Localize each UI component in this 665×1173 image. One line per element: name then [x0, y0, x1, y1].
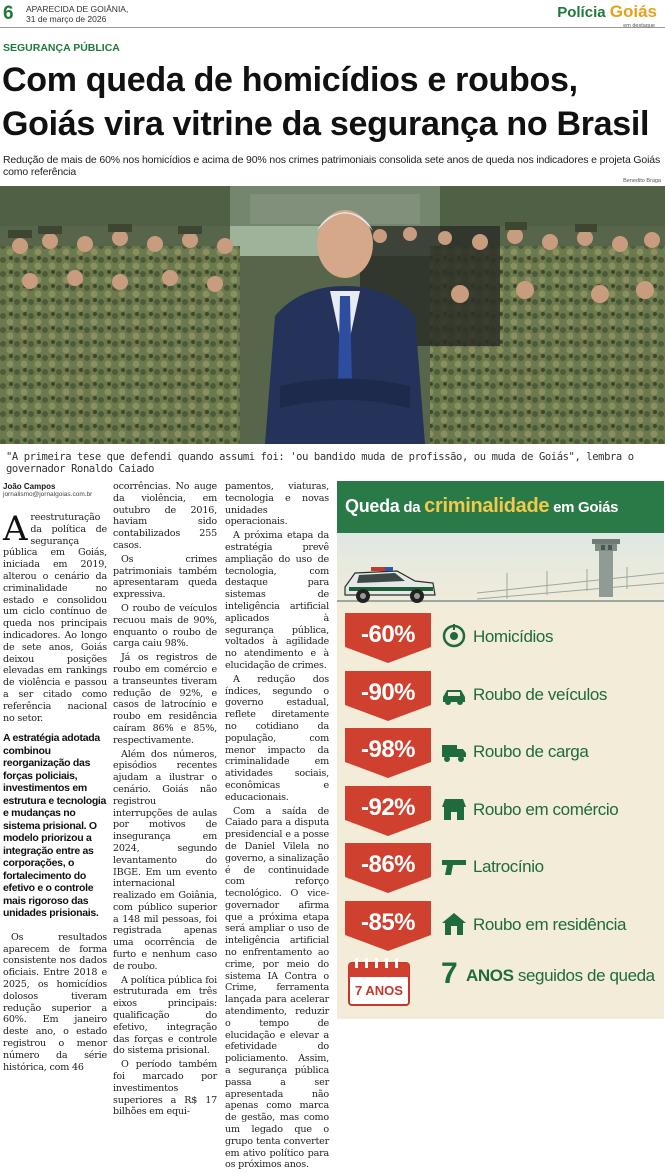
stat-row — [345, 671, 657, 727]
calendar-icon — [347, 957, 411, 1007]
paragraph: O roubo de veículos recuou mais de 90%, enquanto o roubo de carga caiu 98%. — [113, 602, 217, 650]
seven-years-label: ANOS seguidos de queda — [466, 966, 655, 985]
stat-row — [345, 613, 657, 669]
store-icon — [441, 796, 467, 822]
article-column-2 — [113, 481, 217, 1120]
publication-date: 31 de março de 2026 — [26, 14, 107, 24]
brand-word-goias: Goiás — [609, 2, 657, 21]
lead-paragraph: Areestruturação da política de segurança pública em Goiás, iniciada em 2019, alterou o cenário da criminalidade no estado e consolidou um ciclo contínuo de queda nos principais indicadores. Ao longo de sete anos, Goiás deixou posições elevadas em rankings de violência e passou a ser citado como referência nacional no setor. — [3, 509, 107, 724]
crime-label: Latrocínio — [473, 857, 544, 876]
percent-badge — [345, 671, 431, 715]
percent-badge — [345, 843, 431, 887]
stat-row — [345, 843, 657, 899]
crime-label: Roubo em residência — [473, 914, 627, 934]
stat-row — [345, 901, 657, 957]
percent-value: -98% — [360, 736, 416, 763]
calendar-label: 7 ANOS — [355, 983, 403, 998]
paragraph: pamentos, viaturas, tecnologia e novas unidades operacionais. — [225, 481, 329, 528]
seven-years-banner — [345, 951, 657, 1011]
paragraph: A próxima etapa da estratégia prevê ampliação do uso de tecnologia, com destaque para sistemas de inteligência artificial aplicados à segurança pública, voltados à agilidade no atendimento e à elucidação de crimes. — [225, 530, 329, 671]
target-icon — [441, 623, 467, 649]
car-icon — [441, 681, 467, 707]
brand-word-policia: Polícia — [557, 4, 610, 21]
percent-badge — [345, 728, 431, 772]
paragraph: Já os registros de roubo em comércio e a transeuntes tiveram redução de 92%, e casos de latrocínio e roubo em residência caíram 86% e 85%, respectivamente. — [113, 652, 217, 746]
subheadline: Redução de mais de 60% nos homicídios e acima de 90% nos crimes patrimoniais consolida sete anos de queda nos indicadores e projeta Goiás como referência — [3, 154, 661, 178]
percent-badge — [345, 901, 431, 945]
author-email[interactable]: jornalismo@jornalgoias.com.br — [3, 491, 93, 498]
percent-badge — [345, 786, 431, 830]
paragraph: ocorrências. No auge da violência, em outubro de 2016, haviam sido contabilizados 255 casos. — [113, 481, 217, 551]
article-column-1 — [3, 509, 107, 1075]
section-label: SEGURANÇA PÚBLICA — [3, 42, 120, 54]
headline — [2, 58, 664, 146]
seven-number: 7 — [441, 957, 458, 990]
stat-row — [345, 728, 657, 784]
crime-label: Roubo em comércio — [473, 799, 619, 819]
stat-row — [345, 786, 657, 842]
infographic-title: Queda da criminalidade em Goiás — [337, 481, 664, 533]
percent-value: -92% — [360, 793, 416, 821]
page-number: 6 — [3, 3, 14, 24]
dropcap: A — [3, 509, 28, 549]
percent-value: -86% — [360, 851, 416, 878]
percent-value: -60% — [360, 621, 416, 648]
truck-icon — [441, 738, 467, 764]
photo-credit: Benedito Braga — [623, 178, 661, 184]
percent-badge — [345, 613, 431, 657]
paragraph: O período também foi marcado por investimentos superiores a R$ 17 bilhões em equi- — [113, 1059, 217, 1118]
crime-label: Roubo de veículos — [473, 684, 608, 704]
percent-value: -90% — [360, 678, 416, 706]
page-header — [0, 0, 665, 28]
paragraph: A política pública foi estruturada em três eixos principais: qualificação do efetivo, integração das forças e controle do sistema prisional. — [113, 974, 217, 1057]
main-photo — [0, 186, 665, 444]
photo-caption: "A primeira tese que defendi quando assumi foi: 'ou bandido muda de profissão, ou muda de Goiás", lembra o governador Ronaldo Caiado — [6, 451, 634, 475]
photo-illustration — [0, 186, 665, 444]
crime-label: Roubo de carga — [473, 742, 589, 761]
brand-logo — [557, 2, 657, 29]
crime-infographic — [337, 481, 664, 1019]
paragraph: Além dos números, episódios recentes ajudam a ilustrar o cenário. Goiás não registrou interrupções de aulas por motivos de insegurança em 2024, segundo levantamento do IBGE. Em um evento internacional realizado em Goiânia, com público superior a 148 mil pessoas, foi registrada apenas uma ocorrência de furto e nenhum caso de roubo. — [113, 748, 217, 972]
paragraph: Os resultados aparecem de forma consistente nos dados oficiais. Entre 2018 e 2025, os homicídios dolosos tiveram redução superior a 60%. Em janeiro deste ano, o estado registrou o menor número da série histórica, com 46 — [3, 931, 107, 1073]
headline-line-2: Goiás vira vitrine da segurança no Brasil — [2, 105, 650, 143]
pull-quote: A estratégia adotada combinou reorganização das forças policiais, investimentos em estrutura e tecnologia e mudanças no sistema prisional. O modelo priorizou a integração entre as corporações, o fortalecimento do efetivo e o controle mais rigoroso das unidades prisionais. — [3, 732, 107, 920]
publication-info — [26, 4, 128, 24]
author-name: João Campos — [3, 482, 56, 491]
brand-tagline: em destaque — [623, 23, 655, 29]
headline-line-1: Com queda de homicídios e roubos, — [2, 61, 578, 99]
house-icon — [441, 911, 467, 937]
paragraph: Com a saída de Caiado para a disputa presidencial e a posse de Daniel Vilela no governo, a sinalização é de continuidade com reforço tecnológico. O vice-governador afirma que a próxima etapa será ampliar o uso de inteligência artificial no enfrentamento ao crime, por meio do sistema IA Contra o Crime, ferramenta lançada para acelerar atendimento, reduzir o tempo de elucidação e elevar a efetividade do policiamento. Assim, a segurança pública passa a ser apresentada não apenas como marca de gestão, mas como um legado que o grupo tenta converter em ativo político para os próximos anos. — [225, 805, 329, 1171]
gun-icon — [441, 853, 467, 879]
crime-label: Homicídios — [473, 627, 554, 646]
paragraph: A redução dos índices, segundo o governo estadual, reflete diretamente no cotidiano da população, com menor impacto da criminalidade em atividades sociais, econômicas e educacionais. — [225, 673, 329, 803]
article-column-3 — [225, 481, 329, 1173]
percent-value: -85% — [360, 908, 416, 936]
paragraph: Os crimes patrimoniais também apresentaram queda expressiva. — [113, 553, 217, 601]
police-scene-illustration — [337, 533, 664, 611]
patrol-car-and-prison-icon — [337, 533, 664, 611]
publication-city: APARECIDA DE GOIÂNIA, — [26, 4, 129, 14]
